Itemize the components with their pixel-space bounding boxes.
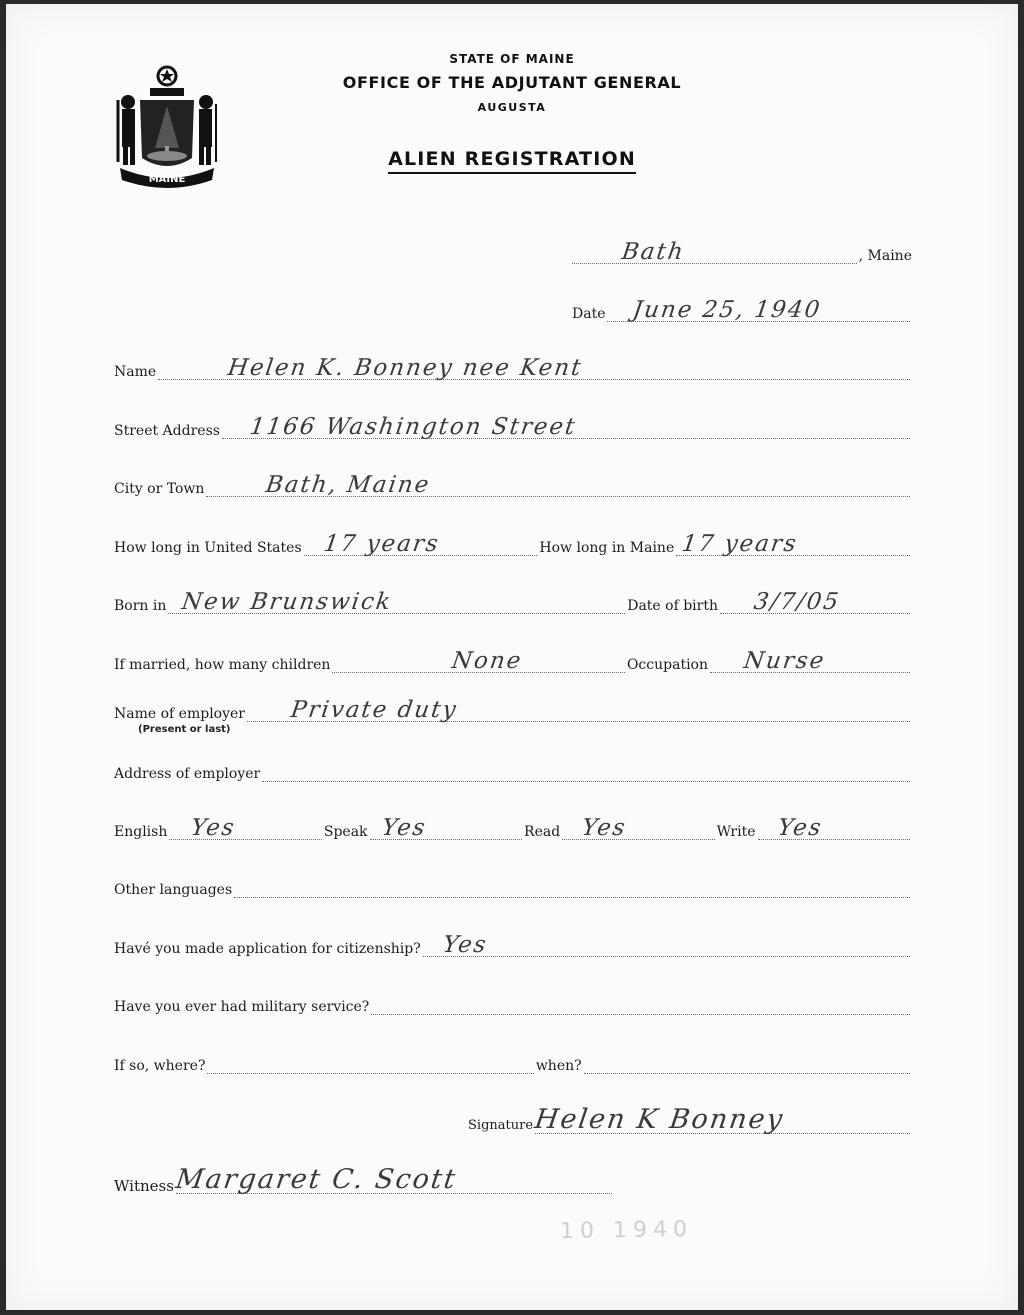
city-row: City or Town Bath, Maine <box>114 475 912 497</box>
page-title: ALIEN REGISTRATION <box>0 148 1024 170</box>
city-field[interactable]: Bath, Maine <box>206 480 910 497</box>
citizenship-row: Havé you made application for citizenship? Yes <box>114 935 912 957</box>
employer-row: Name of employer Private duty <box>114 700 912 722</box>
employer-sublabel: (Present or last) <box>138 724 231 735</box>
received-stamp: 10 1940 <box>559 1216 694 1245</box>
employer-address-field[interactable] <box>262 765 910 782</box>
other-languages-row: Other languages <box>114 876 912 898</box>
street-field[interactable]: 1166 Washington Street <box>222 422 910 439</box>
office-heading: OFFICE OF THE ADJUTANT GENERAL <box>342 73 682 92</box>
language-row: English Yes Speak Yes Read Yes Write Yes <box>114 818 912 840</box>
occupation-field[interactable]: Nurse <box>710 656 910 673</box>
military-field[interactable] <box>371 998 910 1015</box>
state-heading: STATE OF MAINE <box>449 52 575 66</box>
where-field[interactable] <box>207 1057 533 1074</box>
signature-field[interactable]: Helen K Bonney <box>535 1117 910 1134</box>
date-label: Date <box>572 306 606 322</box>
read-field[interactable]: Yes <box>562 823 715 840</box>
residence-row: How long in United States 17 years How long in Maine 17 years <box>114 534 912 556</box>
us-years-field[interactable]: 17 years <box>304 539 538 556</box>
street-row: Street Address 1166 Washington Street <box>114 417 912 439</box>
english-field[interactable]: Yes <box>169 823 322 840</box>
children-field[interactable]: None <box>332 656 625 673</box>
when-field[interactable] <box>584 1057 910 1074</box>
write-field[interactable]: Yes <box>758 823 911 840</box>
place-row <box>570 239 912 265</box>
employer-address-row: Address of employer <box>114 760 912 782</box>
military-row: Have you ever had military service? <box>114 993 912 1015</box>
place-suffix: , Maine <box>858 248 912 264</box>
seal-label: MAINE <box>148 174 186 185</box>
citizenship-field[interactable]: Yes <box>423 940 910 957</box>
born-in-field[interactable]: New Brunswick <box>168 597 625 614</box>
speak-field[interactable]: Yes <box>370 823 523 840</box>
name-field[interactable]: Helen K. Bonney nee Kent <box>158 363 910 380</box>
employer-field[interactable]: Private duty <box>247 705 910 722</box>
place-field[interactable]: Bath <box>572 247 857 264</box>
birth-row: Born in New Brunswick Date of birth 3/7/05 <box>114 592 912 614</box>
witness-row: Witness Margaret C. Scott <box>114 1172 614 1194</box>
children-row: If married, how many children None Occupation Nurse <box>114 651 912 673</box>
maine-years-field[interactable]: 17 years <box>676 539 910 556</box>
date-field[interactable]: June 25, 1940 <box>607 305 910 322</box>
witness-field[interactable]: Margaret C. Scott <box>176 1177 612 1194</box>
other-languages-field[interactable] <box>234 881 910 898</box>
where-row: If so, where? when? <box>114 1052 912 1074</box>
signature-row: Signature Helen K Bonney <box>468 1112 912 1134</box>
city-heading: AUGUSTA <box>477 101 547 114</box>
name-row: Name Helen K. Bonney nee Kent <box>114 358 912 380</box>
date-row <box>572 297 912 323</box>
dob-field[interactable]: 3/7/05 <box>720 597 910 614</box>
